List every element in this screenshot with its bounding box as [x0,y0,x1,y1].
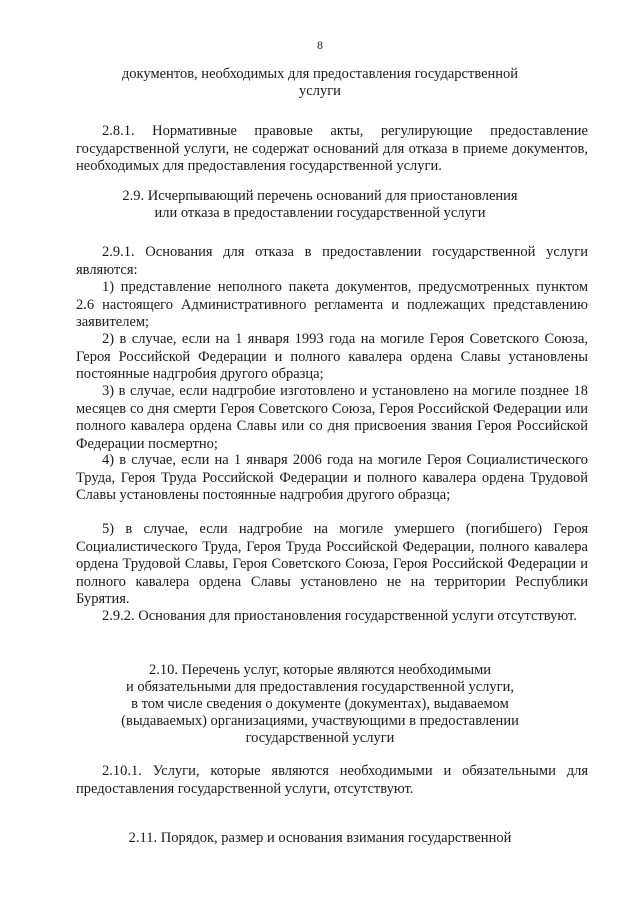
heading-line: или отказа в предоставлении государственной услуги [154,205,486,221]
heading-line: 2.11. Порядок, размер и основания взимания государственной [128,830,512,846]
paragraph-2-10-1: 2.10.1. Услуги, которые являются необходимыми и обязательными для предоставления государственной услуги, отсутствуют. [76,763,588,797]
heading-line: услуги [299,83,341,99]
paragraph-2-8-1: 2.8.1. Нормативные правовые акты, регулирующие предоставление государственной услуги, не содержат оснований для отказа в приеме документов, необходимых для предоставления государственной услуги. [76,123,588,174]
list-item-4: 4) в случае, если на 1 января 2006 года на могиле Героя Социалистического Труда, Героя Труда Российской Федерации и полного кавалера ордена Трудовой Славы установлены постоянные надгробия другого образца; [76,452,588,503]
heading-2-11 [50,830,590,847]
paragraph-2-9-1: 2.9.1. Основания для отказа в предоставлении государственной услуги являются: [76,244,588,278]
paragraph-2-9-2: 2.9.2. Основания для приостановления государственной услуги отсутствуют. [102,608,577,624]
heading-line: 2.10. Перечень услуг, которые являются необходимыми [148,662,492,678]
list-item-5: 5) в случае, если надгробие на могиле умершего (погибшего) Героя Социалистического Труда, Героя Труда Российской Федерации, полного кавалера ордена Трудовой Славы, Героя Советского Союза, Героя Российской Федерации и полного кавалера ордена Славы установлено не на территории Республики Бурятия. [76,521,588,607]
page-number: 8 [317,38,323,52]
heading-2-10 [50,662,590,747]
heading-line: в том числе сведения о документе (документах), выдаваемом [131,696,509,712]
heading-line: 2.9. Исчерпывающий перечень оснований для приостановления [122,188,518,204]
heading-line: (выдаваемых) организациями, участвующими в предоставлении [121,713,519,729]
heading-2-9 [50,188,590,222]
heading-line: документов, необходимых для предоставления государственной [121,66,519,82]
list-item-3: 3) в случае, если надгробие изготовлено и установлено на могиле позднее 18 месяцев со дня смерти Героя Советского Союза, Героя Российской Федерации или полного кавалера ордена Славы или со дня присвоения звания Героя Российской Федерации посмертно; [76,383,588,452]
heading-line: и обязательными для предоставления государственной услуги, [126,679,514,695]
heading-line: государственной услуги [245,730,395,746]
list-item-1: 1) представление неполного пакета документов, предусмотренных пунктом 2.6 настоящего Административного регламента и подлежащих представлению заявителем; [76,279,588,330]
list-item-2: 2) в случае, если на 1 января 1993 года на могиле Героя Советского Союза, Героя Российской Федерации и полного кавалера ордена Славы установлены постоянные надгробия другого образца; [76,331,588,382]
heading-2-8-continuation [50,66,590,100]
